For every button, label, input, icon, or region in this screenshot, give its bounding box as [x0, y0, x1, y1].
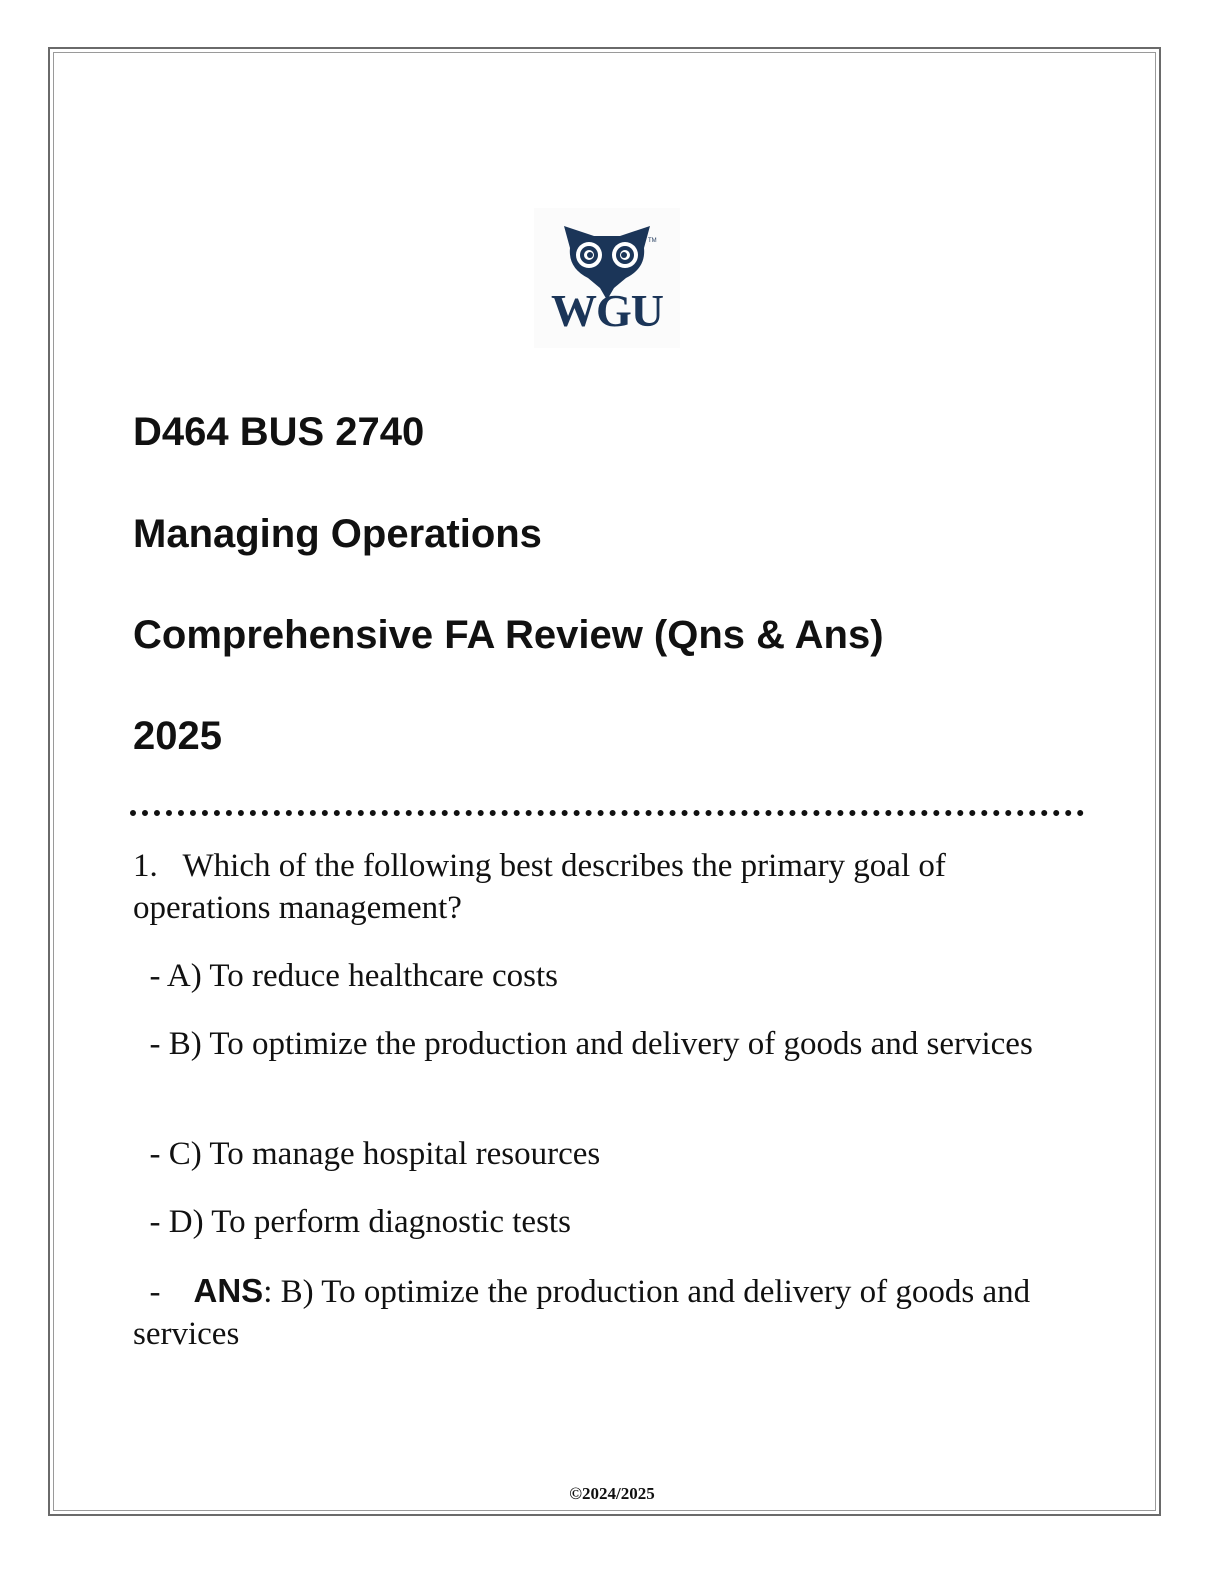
- answer-line: [133, 1270, 1073, 1355]
- option-b-text: To optimize the production and delivery of goods and services: [209, 1026, 1033, 1062]
- answer-prefix: -: [149, 1274, 161, 1310]
- logo-text: WGU: [551, 285, 663, 336]
- option-d-text: To perform diagnostic tests: [211, 1204, 571, 1240]
- question-stem: [133, 845, 1073, 929]
- document-subtitle: Comprehensive FA Review (Qns & Ans): [133, 613, 884, 657]
- option-a-label: - A): [149, 958, 202, 994]
- option-d: [133, 1201, 1073, 1243]
- copyright-footer: ©2024/2025: [569, 1484, 655, 1503]
- owl-icon: [534, 208, 680, 348]
- wgu-logo: [534, 208, 680, 348]
- option-c-text: To manage hospital resources: [209, 1136, 601, 1172]
- document-year: 2025: [133, 714, 222, 758]
- option-c: [133, 1133, 1073, 1175]
- option-c-label: - C): [149, 1136, 202, 1172]
- answer-label: ANS: [193, 1272, 264, 1309]
- option-a-text: To reduce healthcare costs: [209, 958, 559, 994]
- question-number: 1.: [133, 848, 158, 884]
- trademark-mark: TM: [648, 238, 657, 244]
- option-d-label: - D): [149, 1204, 204, 1240]
- option-b: [133, 1023, 1073, 1065]
- option-b-label: - B): [149, 1026, 202, 1062]
- course-code: D464 BUS 2740: [133, 410, 425, 454]
- course-title: Managing Operations: [133, 512, 542, 556]
- answer-text: : B) To optimize the production and delivery of goods and services: [133, 1274, 1031, 1352]
- question-text: Which of the following best describes the primary goal of operations management?: [133, 848, 946, 926]
- dotted-divider: [130, 810, 1084, 816]
- option-a: [133, 955, 1073, 997]
